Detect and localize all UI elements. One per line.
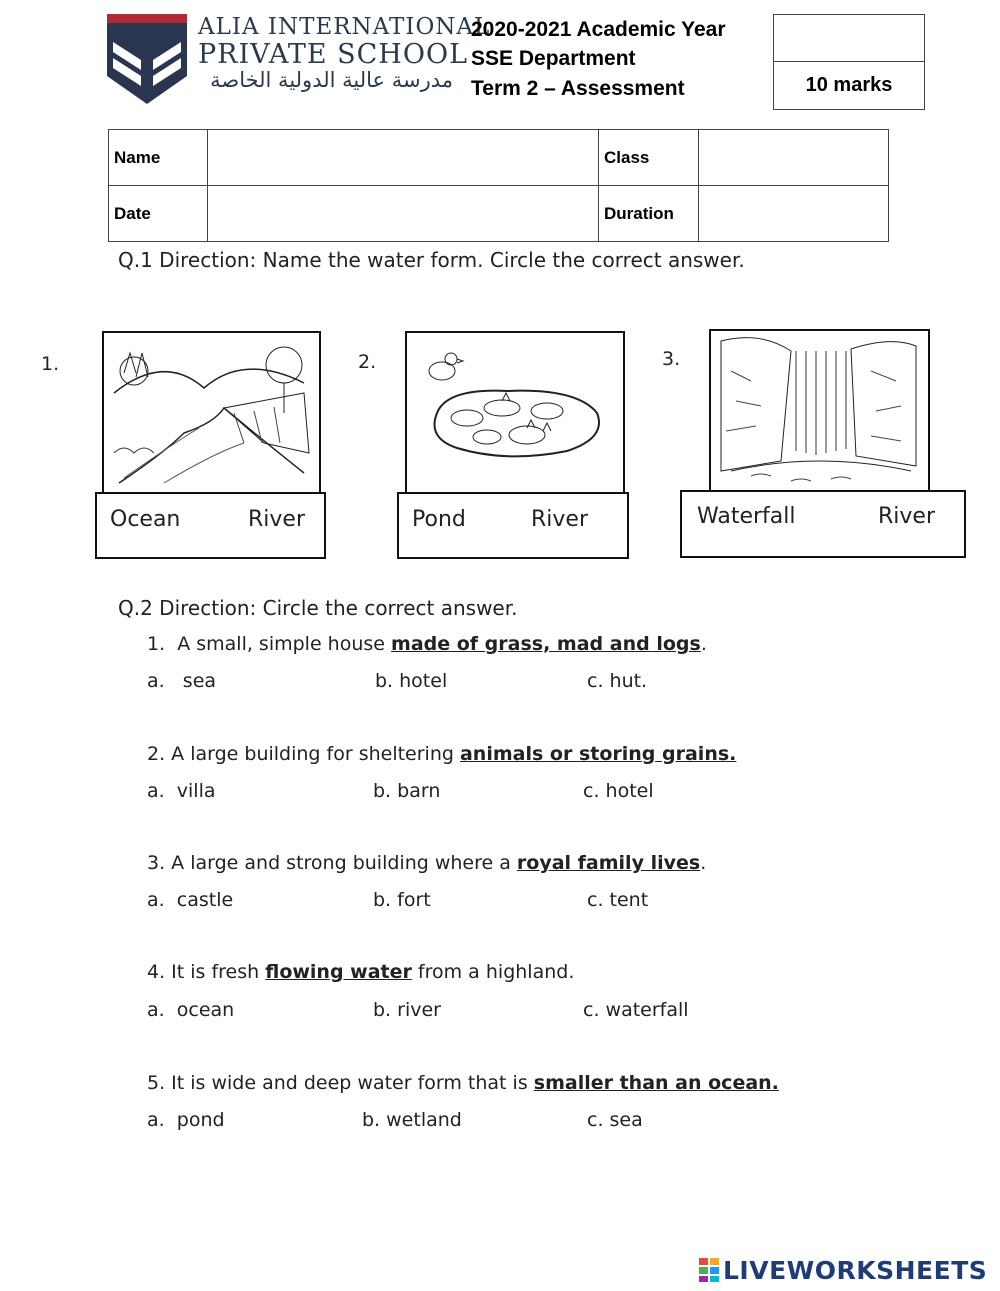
q2-q3-option-b[interactable]: b. fort [373,889,431,911]
q2-q1-option-b[interactable]: b. hotel [375,670,448,692]
q2-question2 [147,743,736,765]
q2-q2-prefix: 2. A large building for sheltering [147,743,460,765]
school-name-arabic: مدرسة عالية الدولية الخاصة [210,68,453,92]
q2-q2-option-b[interactable]: b. barn [373,780,441,802]
student-info-table [108,129,889,242]
q2-q1-option-c[interactable]: c. hut. [587,670,648,692]
q2-q5-option-c[interactable]: c. sea [587,1109,643,1131]
pond-with-duck-icon [407,333,623,494]
pond-picture [405,331,625,496]
school-logo [107,14,187,106]
q2-q3-prefix: 3. A large and strong building where a [147,852,517,874]
class-label: Class [599,130,699,186]
marks-box [773,14,925,110]
q2-q4-option-b[interactable]: b. river [373,999,441,1021]
liveworksheets-brand: LIVEWORKSHEETS [723,1255,988,1285]
score-field[interactable] [774,15,924,62]
q2-q1-prefix: 1. A small, simple house [147,633,392,655]
q2-q5-option-a[interactable]: a. pond [147,1109,225,1131]
q2-question3 [147,852,706,874]
q1-item1-option-river[interactable]: River [248,507,305,532]
q2-q5-keyword: smaller than an ocean. [533,1072,779,1094]
school-crest-icon [107,14,187,106]
q2-q2-option-a[interactable]: a. villa [147,780,216,802]
q2-q1-option-a[interactable]: a. sea [147,670,217,692]
q2-q1-keyword: made of grass, mad and logs [391,633,701,655]
q2-question4 [147,961,574,983]
q2-question5 [147,1072,779,1094]
liveworksheets-icon [698,1257,720,1283]
river-picture [102,331,321,496]
waterfall-picture [709,329,930,493]
class-field[interactable] [699,130,889,186]
q1-item2-number: 2. [358,351,377,373]
q1-item3-answer-box [680,490,966,558]
name-field[interactable] [208,130,599,186]
q2-q4-suffix: from a highland. [411,961,575,983]
q1-item3-option-waterfall[interactable]: Waterfall [697,504,796,529]
department: SSE Department [471,47,636,70]
q2-q5-option-b[interactable]: b. wetland [362,1109,462,1131]
q1-item1-number: 1. [41,353,60,375]
q1-item1-option-ocean[interactable]: Ocean [110,507,181,532]
q2-q4-option-a[interactable]: a. ocean [147,999,235,1021]
q1-item2-option-pond[interactable]: Pond [412,507,466,532]
q2-q2-keyword: animals or storing grains. [459,743,737,765]
q2-q1-suffix: . [700,633,707,655]
q2-q4-prefix: 4. It is fresh [147,961,266,983]
duration-label: Duration [599,186,699,242]
q2-q4-option-c[interactable]: c. waterfall [583,999,689,1021]
river-landscape-icon [104,333,319,494]
school-name-line1: ALIA INTERNATIONAL [198,14,491,40]
q2-q5-prefix: 5. It is wide and deep water form that is [147,1072,534,1094]
term-title: Term 2 – Assessment [471,77,685,100]
academic-year: 2020-2021 Academic Year [471,18,726,41]
liveworksheets-logo[interactable] [698,1255,987,1285]
q1-item2-answer-box [397,492,629,559]
q2-q3-suffix: . [700,852,707,874]
waterfall-icon [711,331,928,491]
duration-field[interactable] [699,186,889,242]
q2-direction: Q.2 Direction: Circle the correct answer. [118,596,518,620]
name-label: Name [109,130,208,186]
date-label: Date [109,186,208,242]
q2-q2-option-c[interactable]: c. hotel [583,780,654,802]
school-name-line2: PRIVATE SCHOOL [198,39,469,70]
q1-item1-answer-box [95,492,326,559]
q2-q3-keyword: royal family lives [516,852,701,874]
date-field[interactable] [208,186,599,242]
q2-question1 [147,633,707,655]
q1-direction: Q.1 Direction: Name the water form. Circle the correct answer. [118,248,745,272]
q1-item3-option-river[interactable]: River [878,504,935,529]
q2-q3-option-a[interactable]: a. castle [147,889,234,911]
marks-label: 10 marks [805,74,893,96]
q2-q4-keyword: flowing water [265,961,412,983]
q1-item2-option-river[interactable]: River [531,507,588,532]
q2-q3-option-c[interactable]: c. tent [587,889,649,911]
q1-item3-number: 3. [662,348,681,370]
